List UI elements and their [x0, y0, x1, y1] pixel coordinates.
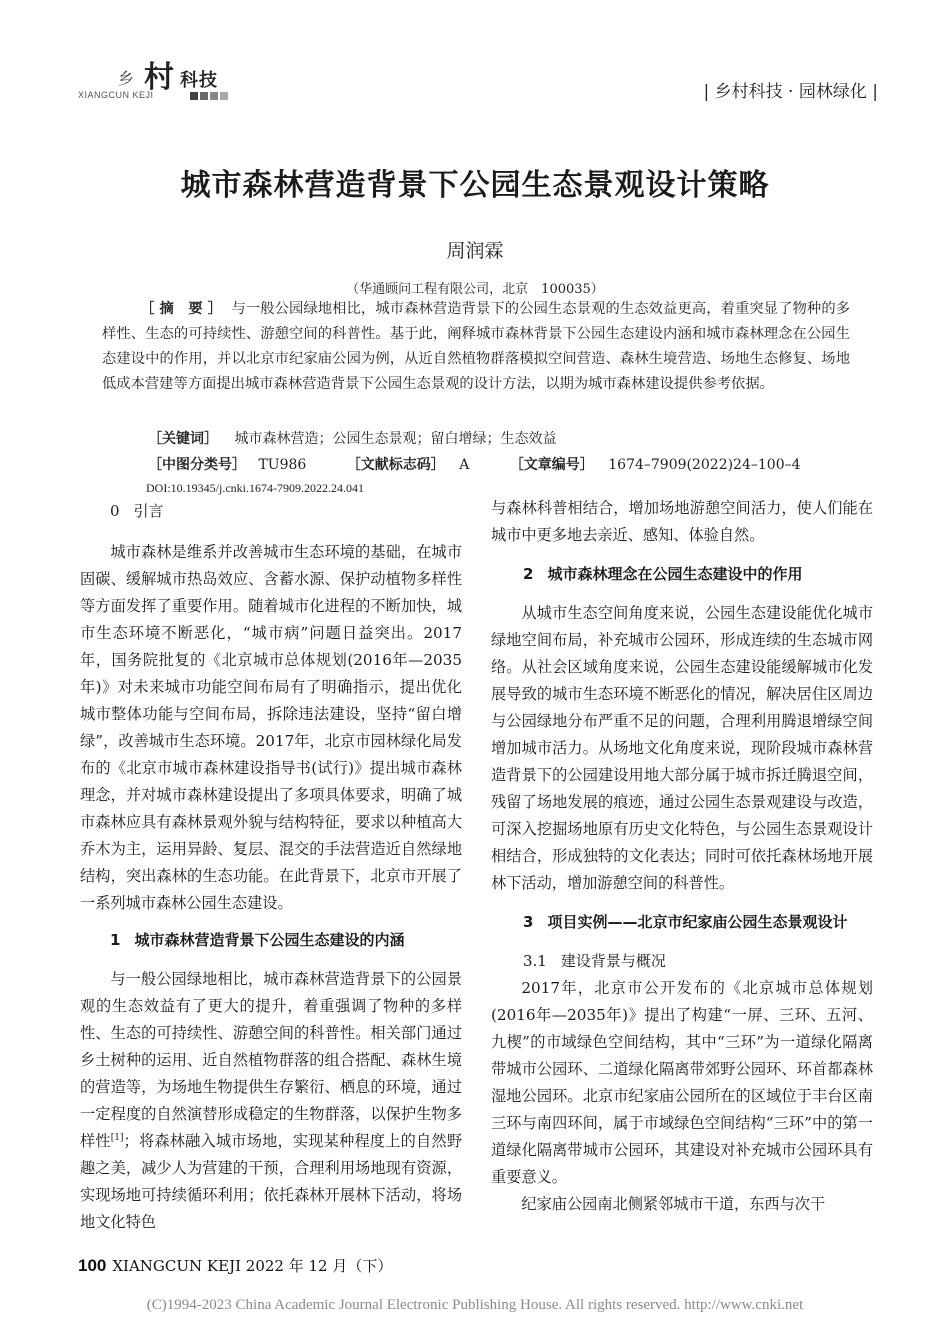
clc-value: TU986 — [258, 457, 307, 473]
paragraph-continued: 与森林科普相结合，增加场地游憩空间活力，使人们能在城市中更多地去亲近、感知、体验自然。 — [491, 499, 873, 544]
section-title: 城市森林理念在公园生态建设中的作用 — [547, 565, 803, 583]
paragraph — [80, 966, 462, 1236]
section-number: 2 — [523, 565, 534, 583]
left-column — [80, 498, 462, 1236]
keywords — [148, 428, 556, 448]
classification-line — [148, 454, 801, 474]
clc-label: ［中图分类号］ — [148, 457, 246, 473]
section-heading-1 — [80, 927, 462, 954]
right-column — [491, 495, 873, 1218]
section-heading-2 — [491, 561, 873, 588]
paragraph: 纪家庙公园南北侧紧邻城市干道，东西与次干 — [521, 1195, 826, 1213]
logo-square-icon — [200, 92, 208, 100]
logo-char-keji: 科技 — [180, 70, 218, 91]
paragraph: 城市森林是维系并改善城市生态环境的基础，在城市固碳、缓解城市热岛效应、含蓄水源、保护动植物多样性等方面发挥了重要作用。随着城市化进程的不断加快，城市生态环境不断恶化，“城市病”问题日益突出。2017年，国务院批复的《北京城市总体规划(2016年—2035年)》对未来城市功能空间布局有了明确指示，提出优化城市整体功能与空间布局，拆除违法建设，坚持“留白增绿”，改善城市生态环境。2017年，北京市园林绿化局发布的《北京市城市森林建设指导书(试行)》提出城市森林理念，并对城市森林建设提出了多项具体要求，明确了城市森林应具有森林景观外貌与结构特征，要求以种植高大乔木为主，运用异龄、复层、混交的手法营造近自然绿地结构，突出森林的生态功能。在此背景下，北京市开展了一系列城市森林公园生态建设。 — [80, 543, 462, 912]
logo-char-xiang: 乡 — [118, 69, 135, 88]
keywords-text: 城市森林营造；公园生态景观；留白增绿；生态效益 — [234, 431, 557, 447]
abstract — [102, 297, 850, 397]
section-number: 0 — [110, 502, 120, 520]
subsection-heading-3-1 — [491, 948, 873, 975]
paragraph-text: 与一般公园绿地相比，城市森林营造背景下的公园景观的生态效益有了更大的提升，着重强调了物种的多样性、生态的可持续性、游憩空间的科普性。相关部门通过乡土树种的运用、近自然植物群落的组合搭配、森林生境的营造等，为场地生物提供生存繁衍、栖息的环境，通过一定程度的自然演替形成稳定的生物群落，以保护生物多样性 — [80, 970, 462, 1150]
author: 周润霖 — [446, 240, 504, 262]
section-heading-3 — [491, 909, 873, 936]
journal-issue: XIANGCUN KEJI 2022 年 12 月（下） — [112, 1257, 393, 1275]
logo-square-icon — [210, 92, 218, 100]
paragraph: 2017年，北京市公开发布的《北京城市总体规划(2016年—2035年)》提出了构建“一屏、三环、五河、九楔”的市域绿色空间结构，其中“三环”为一道绿化隔离带城市公园环、二道绿化隔离带郊野公园环、环首都森林湿地公园环。北京市纪家庙公园所在的区域位于丰台区南三环与南四环间，属于市域绿色空间结构“三环”中的第一道绿化隔离带城市公园环，其建设对补充城市公园环具有重要意义。 — [491, 979, 873, 1186]
page-number: 100 — [78, 1256, 107, 1275]
article-no-value: 1674–7909(2022)24–100–4 — [608, 457, 801, 473]
section-title: 城市森林营造背景下公园生态建设的内涵 — [134, 931, 405, 949]
section-title: 建设背景与概况 — [560, 952, 666, 970]
section-title: 引言 — [133, 502, 164, 520]
paragraph: 从城市生态空间角度来说，公园生态建设能优化城市绿地空间布局，补充城市公园环，形成连续的生态城市网络。从社会区域角度来说，公园生态建设能缓解城市化发展导致的城市生态环境不断恶化的情况，解决居住区周边与公园绿地分布严重不足的问题，合理利用腾退增绿空间增加城市活力。从场地文化角度来说，现阶段城市森林营造背景下的公园建设用地大部分属于城市拆迁腾退空间，残留了场地发展的痕迹，通过公园生态景观建设与改造，可深入挖掘场地原有历史文化特色，与公园生态景观设计相结合，形成独特的文化表达；同时可依托森林场地开展林下活动，增加游憩空间的科普性。 — [491, 604, 873, 892]
citation-ref[interactable]: [1] — [110, 1132, 124, 1143]
article-no-label: ［文章编号］ — [509, 457, 594, 473]
abstract-label: ［ 摘 要 ］ — [140, 301, 223, 317]
doc-code-label: ［文献标志码］ — [346, 457, 445, 473]
logo-square-icon — [190, 92, 198, 100]
section-number: 3.1 — [523, 952, 547, 970]
section-heading-0 — [80, 498, 462, 525]
keywords-label: ［关键词］ — [148, 431, 218, 447]
section-number: 3 — [523, 913, 534, 931]
article-title: 城市森林营造背景下公园生态景观设计策略 — [180, 168, 770, 203]
doi: DOI:10.19345/j.cnki.1674-7909.2022.24.041 — [146, 481, 364, 495]
logo-square-icon — [220, 92, 228, 100]
logo-char-cun: 村 — [144, 60, 174, 95]
abstract-text: 与一般公园绿地相比，城市森林营造背景下的公园生态景观的生态效益更高，着重突显了物种的多样性、生态的可持续性、游憩空间的科普性。基于此，阐释城市森林背景下公园生态建设内涵和城市森林理念在公园生态建设中的作用，并以北京市纪家庙公园为例，从近自然植物群落模拟空间营造、森林生境营造、场地生态修复、场地低成本营建等方面提出城市森林营造背景下公园生态景观的设计方法，以期为城市森林建设提供参考依据。 — [102, 301, 851, 392]
logo-english: XIANGCUN KEJI — [78, 90, 154, 100]
section-number: 1 — [110, 931, 121, 949]
page-footer — [78, 1255, 392, 1276]
section-title: 项目实例——北京市纪家庙公园生态景观设计 — [547, 913, 848, 931]
doc-code-value: A — [459, 457, 470, 473]
paragraph-text: ；将森林融入城市场地，实现某种程度上的自然野趣之美，减少人为营建的干预，合理利用场地现有资源，实现场地可持续循环利用；依托森林开展林下活动，将场地文化特色 — [80, 1132, 463, 1231]
journal-logo — [78, 52, 238, 104]
affiliation: （华通顾问工程有限公司，北京 100035） — [346, 282, 604, 297]
section-tag: | 乡村科技 · 园林绿化 | — [703, 82, 878, 102]
copyright-notice: (C)1994-2023 China Academic Journal Electronic Publishing House. All rights reserved. http://www.cnki.net — [146, 1297, 804, 1313]
